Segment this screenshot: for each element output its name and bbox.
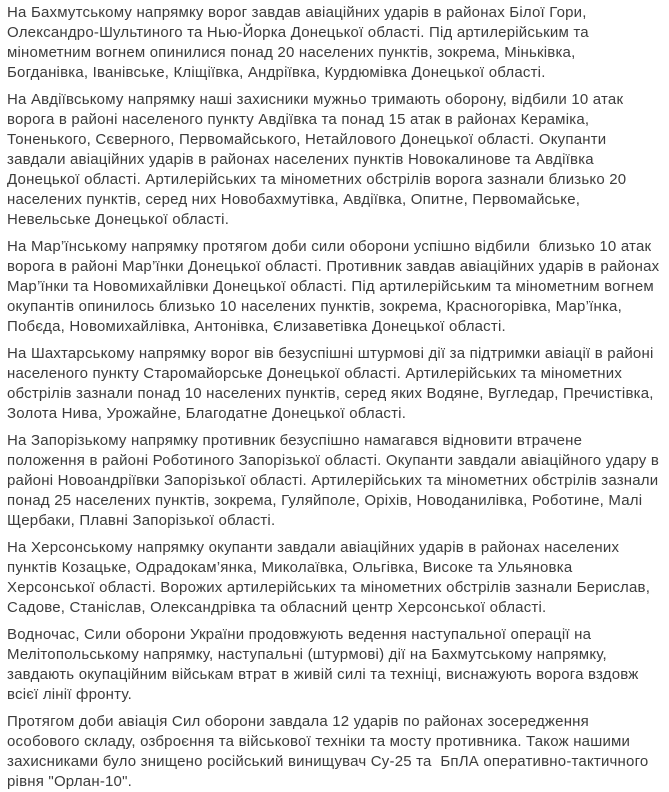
paragraph-avdiivka-direction: На Авдіївському напрямку наші захисники мужньо тримають оборону, відбили 10 атак ворога в районі населеного пункту Авдіївка та понад 15 атак в районах Кераміка, Тоненького, Сєверного, Первомайського, Нетайлового Донецької області. Окупанти завдали авіаційних ударів в районах населених пунктів Новокалинове та Авдіївка Донецької області. Артилерійських та мінометних обстрілів ворога зазнали близько 20 населених пунктів, серед них Новобахмутівка, Авдіївка, Опитне, Первомайське, Невельське Донецької області. [7,91,631,228]
paragraph-kherson-direction: На Херсонському напрямку окупанти завдали авіаційних ударів в районах населених пунктів Козацьке, Одрадокам’янка, Миколаївка, Ольгівка, Високе та Ульяновка Херсонської області. Ворожих артилерійських та мінометних обстрілів зазнали Берислав, Садове, Станіслав, Олександрівка та обласний центр Херсонської області. [7,539,655,616]
paragraph-marinka-direction: На Мар’їнському напрямку протягом доби сили оборони успішно відбили близько 10 атак ворога в районі Мар’їнки Донецької області. Противник завдав авіаційних ударів в районах Мар’їнки та Новомихайлівки Донецької області. Під артилерійським та мінометним вогнем окупантів опинилось близько 10 населених пунктів, зокрема, Красногорівка, Мар’їнка, Побєда, Новомихайлівка, Антонівка, Єлизаветівка Донецької області. [7,238,664,335]
paragraph-shakhtarsk-direction: На Шахтарському напрямку ворог вів безуспішні штурмові дії за підтримки авіації в районі населеного пункту Старомайорське Донецької області. Артилерійських та мінометних обстрілів зазнали понад 10 населених пунктів, серед яких Водяне, Вугледар, Пречистівка, Золота Нива, Урожайне, Благодатне Донецької області. [7,345,659,422]
paragraph-zaporizhzhia-direction: На Запорізькому напрямку противник безуспішно намагався відновити втрачене положення в районі Роботиного Запорізької області. Окупанти завдали авіаційного удару в районі Новоандріївки Запорізької області. Артилерійських та мінометних обстрілів зазнали понад 25 населених пунктів, зокрема, Гуляйполе, Оріхів, Новоданилівка, Роботине, Малі Щербаки, Плавні Запорізької області. [7,432,664,529]
paragraph-offensive-operations: Водночас, Сили оборони України продовжують ведення наступальної операції на Мелітопольському напрямку, наступальні (штурмові) дії на Бахмутському напрямку, завдають окупаційним військам втрат в живій силі та техніці, виснажують ворога вздовж всієї лінії фронту. [7,626,643,703]
paragraph-bakhmut-direction: На Бахмутському напрямку ворог завдав авіаційних ударів в районах Білої Гори, Олександро-Шультиного та Нью-Йорка Донецької області. Під артилерійським та мінометним вогнем опинилися понад 20 населених пунктів, зокрема, Міньківка, Богданівка, Іванівське, Кліщіївка, Андріївка, Курдюмівка Донецької області. [7,4,594,81]
paragraph-aviation-strikes: Протягом доби авіація Сил оборони завдала 12 ударів по районах зосередження особового складу, озброєння та військової техніки та мосту противника. Також нашими захисниками було знищено російський винищувач Су-25 та БпЛА оперативно-тактичного рівня "Орлан-10". [7,713,653,790]
